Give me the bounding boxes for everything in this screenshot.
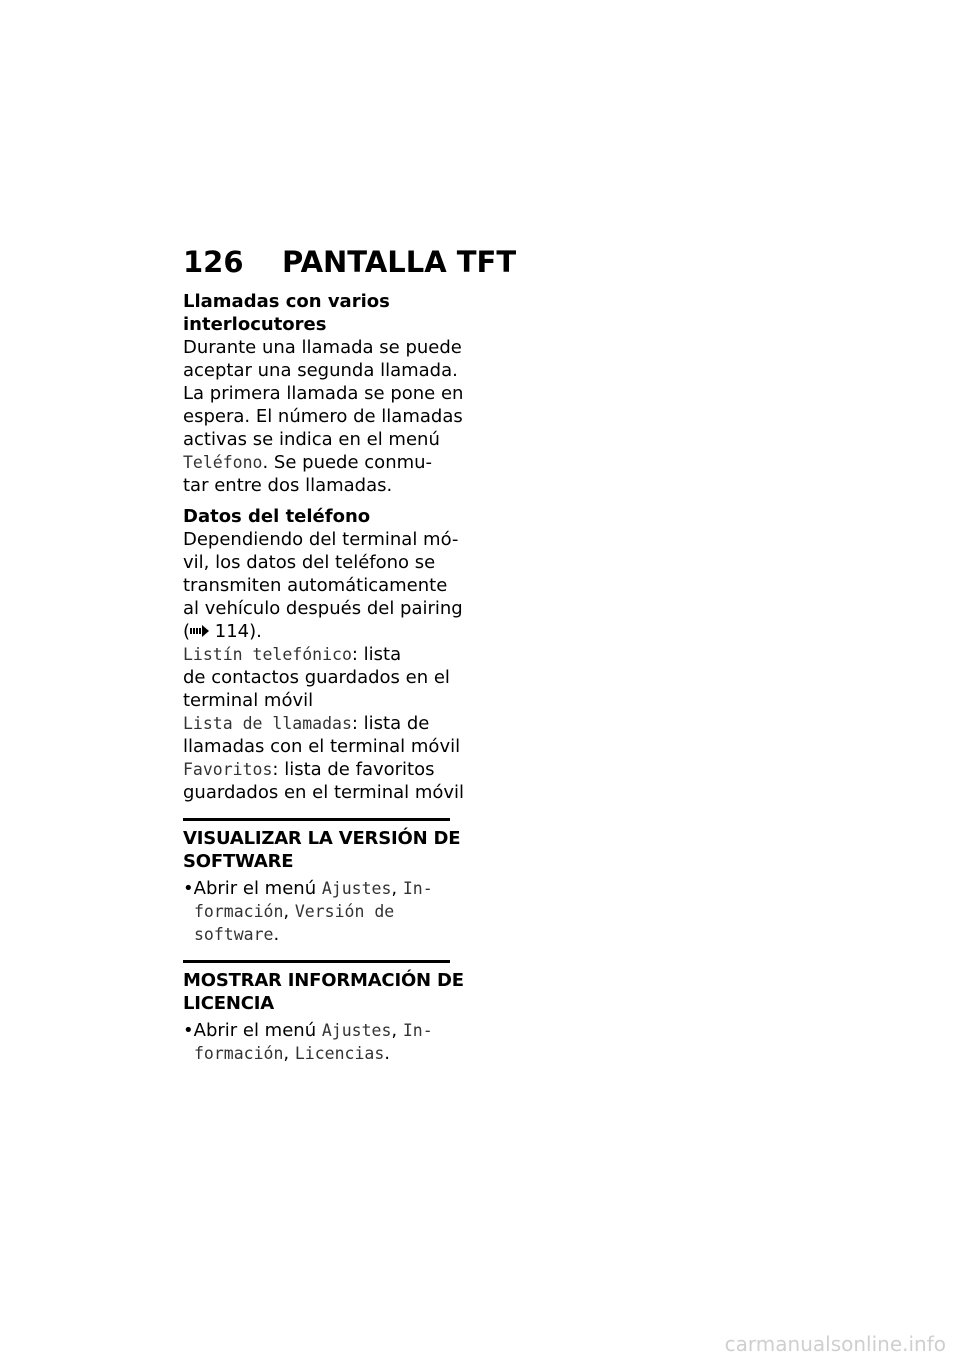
paragraph-line: Teléfono. Se puede conmu- [183, 452, 433, 473]
paragraph-line: aceptar una segunda llamada. [183, 360, 458, 381]
paragraph-line: tar entre dos llamadas. [183, 475, 393, 496]
paragraph-line: activas se indica en el menú [183, 429, 440, 450]
bullet-item: •Abrir el menú Ajustes, In- [183, 878, 433, 899]
menu-term: software [194, 925, 274, 944]
paragraph-line: terminal móvil [183, 690, 314, 711]
menu-term: Teléfono [183, 453, 263, 472]
list-item: Favoritos: lista de favoritos [183, 759, 435, 780]
arrow-right-icon [190, 625, 209, 637]
chapter-title: PANTALLA TFT [282, 245, 517, 279]
section-title: interlocutores [183, 314, 327, 335]
menu-term: formación [194, 1044, 284, 1063]
menu-term: formación [194, 902, 284, 921]
section-title: SOFTWARE [183, 851, 294, 872]
paragraph-line: Durante una llamada se puede [183, 337, 462, 358]
list-item: Lista de llamadas: lista de [183, 713, 430, 734]
menu-term: In- [402, 1021, 433, 1040]
page-number: 126 [183, 245, 244, 279]
menu-term: Favoritos [183, 760, 273, 779]
page-header [183, 242, 603, 282]
page-reference: ( 114). [183, 621, 262, 642]
bullet-continuation: software. [194, 924, 280, 945]
menu-term: Licencias [294, 1044, 385, 1063]
menu-term: Ajustes [321, 879, 392, 898]
bullet-item: •Abrir el menú Ajustes, In- [183, 1020, 433, 1041]
section-license-info [183, 969, 464, 1065]
menu-term: Lista de llamadas [183, 714, 352, 733]
bullet-icon: • [183, 878, 194, 899]
content-column [183, 290, 465, 1065]
paragraph-line: Dependiendo del terminal mó- [183, 529, 459, 550]
bullet-continuation: formación, Versión de [194, 901, 395, 922]
menu-term: Listín telefónico [183, 645, 352, 664]
bullet-icon: • [183, 1020, 194, 1041]
paragraph-line: vil, los datos del teléfono se [183, 552, 436, 573]
section-phone-data [183, 505, 465, 804]
section-title: LICENCIA [183, 993, 274, 1014]
section-title: VISUALIZAR LA VERSIÓN DE [183, 828, 461, 849]
menu-term: Versión de [294, 902, 395, 921]
paragraph-line: guardados en el terminal móvil [183, 782, 465, 803]
section-software-version [183, 827, 461, 946]
menu-term: In- [402, 879, 433, 898]
paragraph-line: La primera llamada se pone en [183, 383, 464, 404]
paragraph-line: espera. El número de llamadas [183, 406, 463, 427]
paragraph-line: llamadas con el terminal móvil [183, 736, 461, 757]
section-title: MOSTRAR INFORMACIÓN DE [183, 970, 464, 991]
section-title: Datos del teléfono [183, 506, 371, 527]
bullet-continuation: formación, Licencias. [194, 1043, 390, 1064]
paragraph-line: transmiten automáticamente [183, 575, 448, 596]
paragraph-line: de contactos guardados en el [183, 667, 450, 688]
paragraph-line: al vehículo después del pairing [183, 598, 463, 619]
section-title: Llamadas con varios [183, 291, 390, 312]
list-item: Listín telefónico: lista [183, 644, 402, 665]
menu-term: Ajustes [321, 1021, 392, 1040]
watermark: carmanualsonline.info [724, 1332, 946, 1356]
section-multiple-callers [183, 290, 464, 497]
